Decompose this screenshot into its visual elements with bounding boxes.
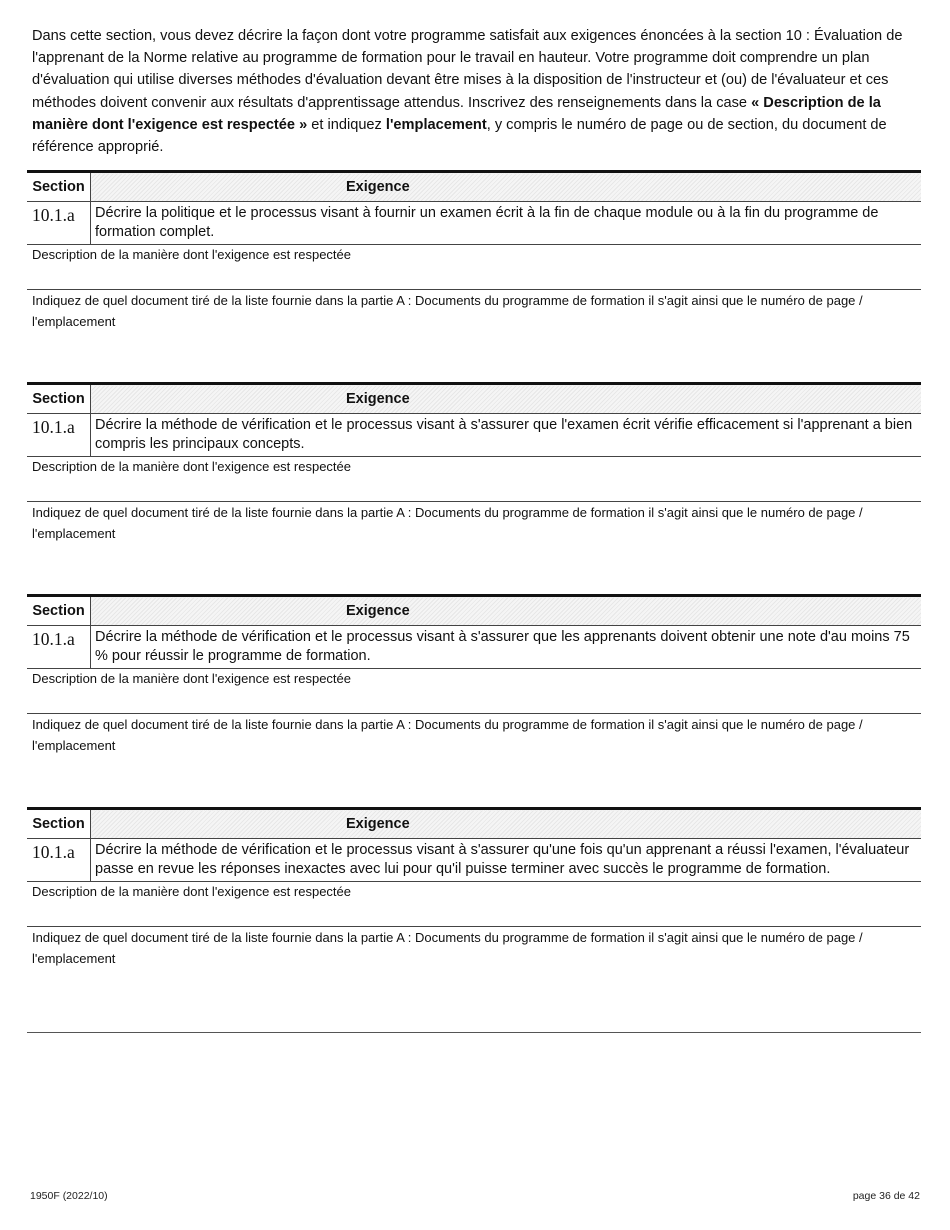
description-label: Description de la manière dont l'exigence est respectée [32,247,351,262]
requirement-block-4 [27,807,921,969]
table-header-row [27,172,921,202]
intro-text-1: Dans cette section, vous devez décrire la façon dont votre programme satisfait aux exigences énoncées à la section 10 : Évaluation de l'apprenant de la Norme relative au programme de formation pour le travail en hauteur. Votre programme doit comprendre un plan d'évaluation qui utilise diverses méthodes d'évaluation devant être mises à la disposition de l'instructeur et (ou) de l'évaluateur et ces méthodes doivent convenir aux résultats d'apprentissage attendus. Inscrivez des renseignements dans la case [32,28,903,111]
table-row [27,839,921,882]
section-column-header: Section [27,384,91,414]
intro-text-2: et indiquez [307,116,386,133]
requirement-table [27,594,921,669]
section-code: 10.1.a [27,414,91,457]
table-header-row [27,384,921,414]
requirement-block-1 [27,170,921,332]
location-label: Indiquez de quel document tiré de la liste fournie dans la partie A : Documents du programme de formation il s'agit ainsi que le numéro de page / l'emplacement [32,717,863,753]
section-code: 10.1.a [27,839,91,882]
description-label: Description de la manière dont l'exigence est respectée [32,671,351,686]
location-label: Indiquez de quel document tiré de la liste fournie dans la partie A : Documents du programme de formation il s'agit ainsi que le numéro de page / l'emplacement [32,930,863,966]
location-field[interactable] [27,927,921,969]
requirement-text: Décrire la politique et le processus visant à fournir un examen écrit à la fin de chaque module ou à la fin du programme de formation complet. [91,202,922,245]
requirement-block-2 [27,382,921,544]
description-label: Description de la manière dont l'exigence est respectée [32,884,351,899]
intro-bold-location: l'emplacement [385,116,487,133]
description-field[interactable] [27,245,921,290]
requirement-block-3 [27,594,921,756]
section-column-header: Section [27,172,91,202]
table-row [27,202,921,245]
section-column-header: Section [27,809,91,839]
table-header-row [27,809,921,839]
section-code: 10.1.a [27,626,91,669]
requirement-text: Décrire la méthode de vérification et le processus visant à s'assurer qu'une fois qu'un apprenant a réussi l'examen, l'évaluateur passe en revue les réponses inexactes avec lui pour qu'il puisse terminer avec succès le programme de formation. [91,839,922,882]
location-field[interactable] [27,714,921,756]
requirement-table [27,170,921,245]
form-code: 1950F (2022/10) [30,1190,108,1202]
intro-paragraph [32,25,920,158]
exigence-column-header: Exigence [91,172,922,202]
description-field[interactable] [27,669,921,714]
description-field[interactable] [27,882,921,927]
requirement-text: Décrire la méthode de vérification et le processus visant à s'assurer que les apprenants doivent obtenir une note d'au moins 75 % pour réussir le programme de formation. [91,626,922,669]
location-field[interactable] [27,290,921,332]
section-column-header: Section [27,596,91,626]
exigence-column-header: Exigence [91,384,922,414]
table-row [27,626,921,669]
intro-text-3: , y compris le numéro de page ou de section, du document de référence approprié. [32,116,887,156]
requirement-table [27,382,921,457]
exigence-column-header: Exigence [91,809,922,839]
requirement-table [27,807,921,882]
location-label: Indiquez de quel document tiré de la liste fournie dans la partie A : Documents du programme de formation il s'agit ainsi que le numéro de page / l'emplacement [32,505,863,541]
table-row [27,414,921,457]
section-code: 10.1.a [27,202,91,245]
table-header-row [27,596,921,626]
intro-bold-description: « Description de la manière dont l'exigence est respectée » [32,94,881,133]
description-label: Description de la manière dont l'exigence est respectée [32,459,351,474]
page-number: page 36 de 42 [852,1190,920,1202]
location-field[interactable] [27,502,921,544]
location-label: Indiquez de quel document tiré de la liste fournie dans la partie A : Documents du programme de formation il s'agit ainsi que le numéro de page / l'emplacement [32,293,863,329]
exigence-column-header: Exigence [91,596,922,626]
description-field[interactable] [27,457,921,502]
end-divider [27,1032,921,1033]
requirement-text: Décrire la méthode de vérification et le processus visant à s'assurer que l'examen écrit vérifie efficacement si l'apprenant a bien compris les principaux concepts. [91,414,922,457]
